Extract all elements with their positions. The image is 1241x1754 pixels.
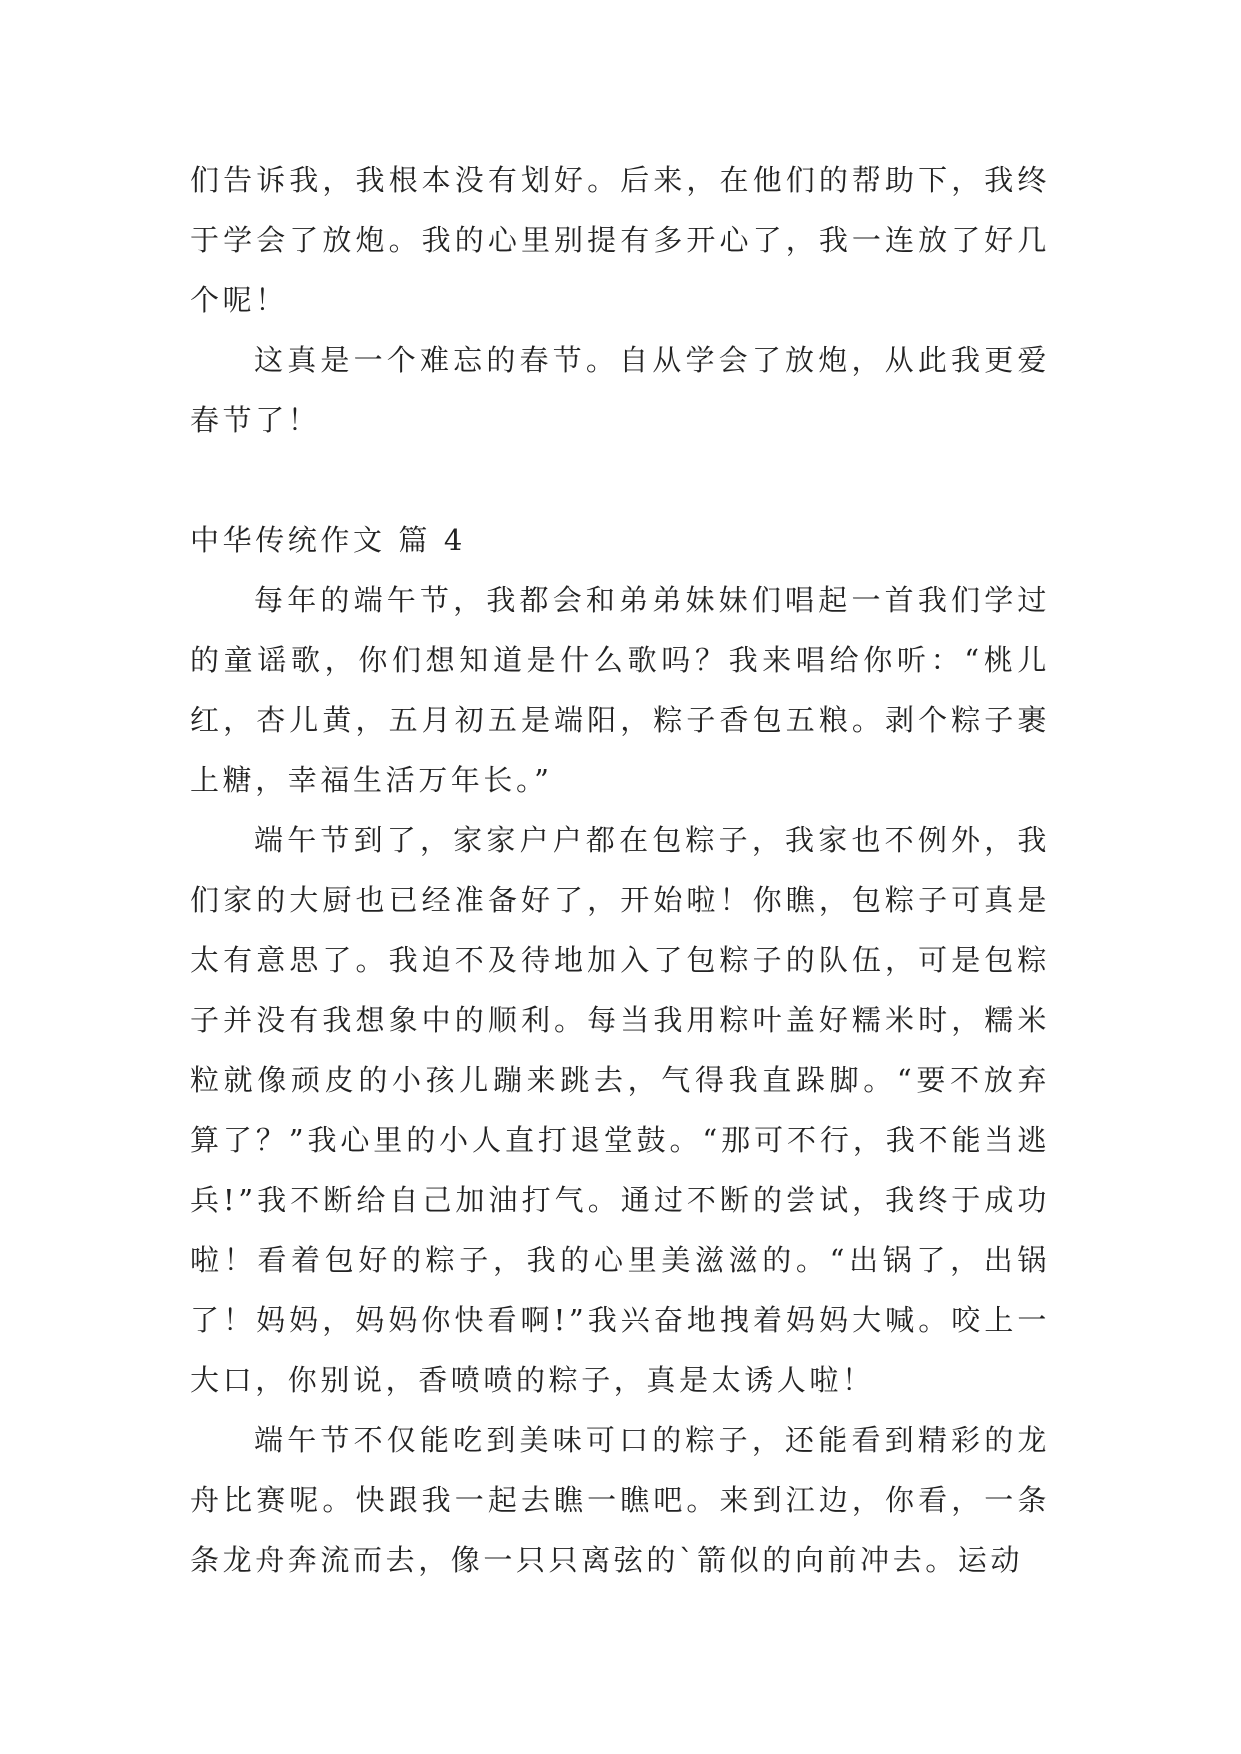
body-paragraph: 们告诉我，我根本没有划好。后来，在他们的帮助下，我终于学会了放炮。我的心里别提有多开心了，我一连放了好几个呢！: [190, 163, 1050, 317]
document-page: [190, 150, 1050, 1590]
body-paragraph: 端午节不仅能吃到美味可口的粽子，还能看到精彩的龙舟比赛呢。快跟我一起去瞧一瞧吧。来到江边，你看，一条条龙舟奔流而去，像一只只离弦的`箭似的向前冲去。运动: [190, 1423, 1050, 1577]
body-paragraph: 端午节到了，家家户户都在包粽子，我家也不例外，我们家的大厨也已经准备好了，开始啦！你瞧，包粽子可真是太有意思了。我迫不及待地加入了包粽子的队伍，可是包粽子并没有我想象中的顺利。每当我用粽叶盖好糯米时，糯米粒就像顽皮的小孩儿蹦来跳去，气得我直跺脚。“要不放弃算了？”我心里的小人直打退堂鼓。“那可不行，我不能当逃兵!”我不断给自己加油打气。通过不断的尝试，我终于成功啦！看着包好的粽子，我的心里美滋滋的。“出锅了，出锅了！妈妈，妈妈你快看啊!”我兴奋地拽着妈妈大喊。咬上一大口，你别说，香喷喷的粽子，真是太诱人啦！: [190, 823, 1050, 1397]
body-paragraph: 每年的端午节，我都会和弟弟妹妹们唱起一首我们学过的童谣歌，你们想知道是什么歌吗？我来唱给你听：“桃儿红，杏儿黄，五月初五是端阳，粽子香包五粮。剥个粽子裹上糖，幸福生活万年长。”: [190, 583, 1050, 797]
section-gap: [190, 450, 1050, 510]
section-heading: 中华传统作文 篇 4: [190, 523, 466, 557]
body-paragraph: 这真是一个难忘的春节。自从学会了放炮，从此我更爱春节了！: [190, 343, 1050, 437]
